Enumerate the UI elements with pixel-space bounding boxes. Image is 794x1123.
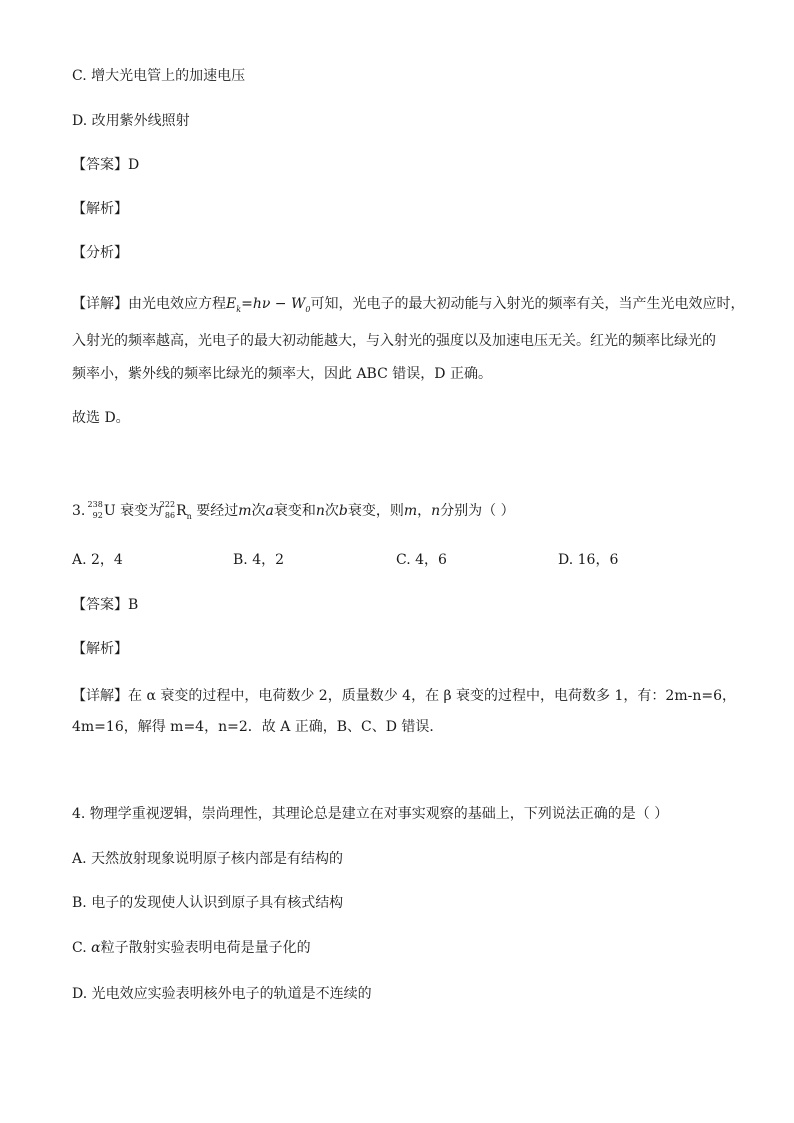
radon-isotope: 222 86 bbox=[159, 500, 176, 520]
alpha-symbol: α bbox=[91, 940, 101, 956]
answer-value: B bbox=[128, 597, 139, 613]
q2-fenxi-label: 【分析】 bbox=[72, 245, 128, 261]
uranium-symbol: U bbox=[103, 503, 116, 519]
q3-detail-line1: 【详解】在 α 衰变的过程中，电荷数少 2，质量数少 4，在 β 衰变的过程中，电荷数多 1，有：2m-n=6， bbox=[72, 688, 736, 704]
detail-pre: 由光电效应方程 bbox=[128, 296, 226, 312]
q3-option-a: A. 2，4 bbox=[72, 552, 123, 568]
q2-detail-line3: 频率小，紫外线的频率比绿光的频率大，因此 ABC 错误，D 正确。 bbox=[72, 366, 492, 382]
q2-option-c: C. 增大光电管上的加速电压 bbox=[72, 68, 246, 84]
q4-option-c: C. α粒子散射实验表明电荷是量子化的 bbox=[72, 940, 311, 956]
q4-option-b: B. 电子的发现使人认识到原子具有核式结构 bbox=[72, 895, 344, 911]
q2-analysis-label: 【解析】 bbox=[72, 201, 128, 217]
answer-label: 【答案】 bbox=[72, 157, 128, 173]
q3-answer bbox=[72, 595, 138, 615]
photoelectric-equation: $E_k=h\nu - W_0$ bbox=[226, 296, 311, 314]
q3-detail-line2: 4m=16，解得 m=4，n=2．故 A 正确，B、C、D 错误． bbox=[72, 719, 444, 735]
radon-symbol: R bbox=[176, 503, 187, 519]
detail-label: 【详解】 bbox=[72, 688, 128, 704]
q3-analysis-label: 【解析】 bbox=[72, 641, 128, 657]
q2-detail-line2: 入射光的频率越高，光电子的最大初动能越大，与入射光的强度以及加速电压无关。红光的频率比绿光的 bbox=[72, 333, 716, 349]
q4-option-d: D. 光电效应实验表明核外电子的轨道是不连续的 bbox=[72, 986, 372, 1002]
q2-detail-line1 bbox=[72, 294, 744, 316]
answer-label: 【答案】 bbox=[72, 597, 128, 613]
answer-value: D bbox=[128, 157, 140, 173]
q3-stem: 3. 238 92 U 衰变为 222 86 $R_n$ 要经过m次a衰变和n次b衰变，则m，n分别为（ ） bbox=[72, 500, 515, 521]
detail-line1-rest: 可知，光电子的最大初动能与入射光的频率有关，当产生光电效应时， bbox=[310, 296, 745, 312]
q3-option-b: B. 4，2 bbox=[233, 552, 285, 568]
q2-option-d: D. 改用紫外线照射 bbox=[72, 113, 190, 129]
q3-option-d: D. 16，6 bbox=[558, 552, 619, 568]
q2-conclusion: 故选 D。 bbox=[72, 410, 130, 426]
uranium-isotope: 238 92 bbox=[87, 500, 103, 520]
q2-answer bbox=[72, 155, 139, 175]
detail-label: 【详解】 bbox=[72, 296, 128, 312]
q4-option-a: A. 天然放射现象说明原子核内部是有结构的 bbox=[72, 851, 344, 867]
q3-option-c: C. 4，6 bbox=[396, 552, 447, 568]
q3-number: 3. bbox=[72, 503, 86, 519]
q4-stem: 4. 物理学重视逻辑，崇尚理性，其理论总是建立在对事实观察的基础上，下列说法正确的是（ ） bbox=[72, 806, 669, 822]
